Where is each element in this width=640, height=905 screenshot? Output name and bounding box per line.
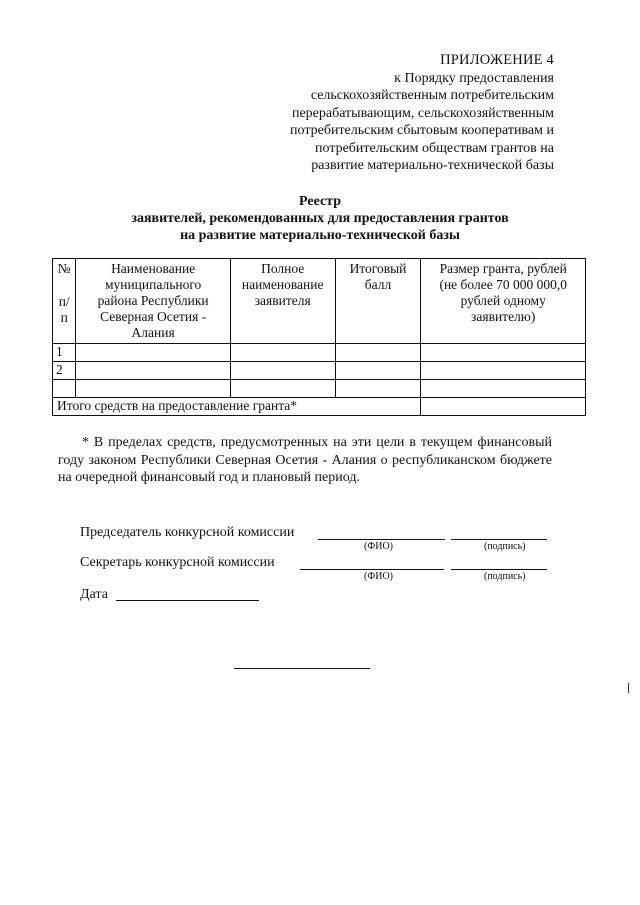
secretary-fio-line	[300, 569, 444, 570]
table-row	[53, 362, 586, 380]
table-cell	[421, 344, 586, 362]
table-row	[53, 380, 586, 398]
scan-edge-mark	[628, 683, 629, 693]
chairman-label: Председатель конкурсной комиссии	[80, 525, 295, 540]
heading-subtitle: на развитие материально-технической базы	[180, 228, 460, 243]
secretary-label: Секретарь конкурсной комиссии	[80, 555, 275, 570]
row-number: 2	[53, 362, 76, 380]
secretary-sign-caption: (подпись)	[484, 571, 526, 582]
total-label: Итого средств на предоставление гранта*	[53, 398, 421, 416]
closing-rule	[234, 668, 370, 669]
chairman-fio-line	[318, 539, 445, 540]
table-cell	[335, 362, 421, 380]
table-total-row	[53, 398, 586, 416]
appendix-line: сельскохозяйственным потребительским	[310, 88, 554, 103]
table-cell	[230, 344, 335, 362]
appendix-line: к Порядку предоставления	[394, 70, 554, 86]
register-heading	[60, 193, 580, 244]
column-header-num	[53, 259, 76, 344]
header-num-line: п	[60, 310, 68, 325]
table-cell	[335, 380, 421, 398]
table-cell	[421, 380, 586, 398]
table-cell	[230, 362, 335, 380]
heading-title: Реестр	[298, 194, 341, 209]
table-cell	[76, 344, 230, 362]
appendix-block	[234, 52, 554, 175]
chairman-sign-line	[451, 539, 547, 540]
register-table	[52, 258, 586, 416]
chairman-fio-caption: (ФИО)	[364, 541, 394, 552]
table-cell	[76, 380, 230, 398]
appendix-line: перерабатывающим, сельскохозяйственным	[291, 105, 554, 121]
table-cell	[230, 380, 335, 398]
column-header-grant: Размер гранта, рублей (не более 70 000 000,0 рублей одному заявителю)	[421, 259, 586, 344]
heading-subtitle: заявителей, рекомендованных для предоставления грантов	[131, 211, 509, 226]
table-cell	[421, 362, 586, 380]
chairman-sign-caption: (подпись)	[484, 541, 526, 552]
column-header-applicant: Полное наименование заявителя	[230, 259, 335, 344]
table-cell	[76, 362, 230, 380]
total-value-cell	[421, 398, 586, 416]
date-label: Дата	[80, 587, 108, 602]
appendix-title: ПРИЛОЖЕНИЕ 4	[440, 52, 554, 68]
table-row	[53, 344, 586, 362]
column-header-district: Наименование муниципального района Республики Северная Осетия - Алания	[76, 259, 230, 344]
column-header-score: Итоговый балл	[335, 259, 421, 344]
appendix-line: развитие материально-технической базы	[311, 158, 554, 173]
appendix-line: потребительским обществам грантов на	[315, 140, 554, 156]
table-cell	[335, 344, 421, 362]
table-header-row	[53, 259, 586, 344]
row-number	[53, 380, 76, 398]
header-num-line: п/	[58, 294, 70, 309]
row-number: 1	[53, 344, 76, 362]
date-line	[116, 600, 259, 601]
secretary-sign-line	[451, 569, 547, 570]
footnote: * В пределах средств, предусмотренных на эти цели в текущем финансовый году законом Республики Северная Осетия - Алания о республиканском бюджете на очередной финансовый год и плановый период.	[58, 435, 552, 485]
appendix-line: потребительским сбытовым кооперативам и	[290, 123, 554, 138]
secretary-fio-caption: (ФИО)	[364, 571, 394, 582]
header-num-line: №	[57, 261, 71, 276]
